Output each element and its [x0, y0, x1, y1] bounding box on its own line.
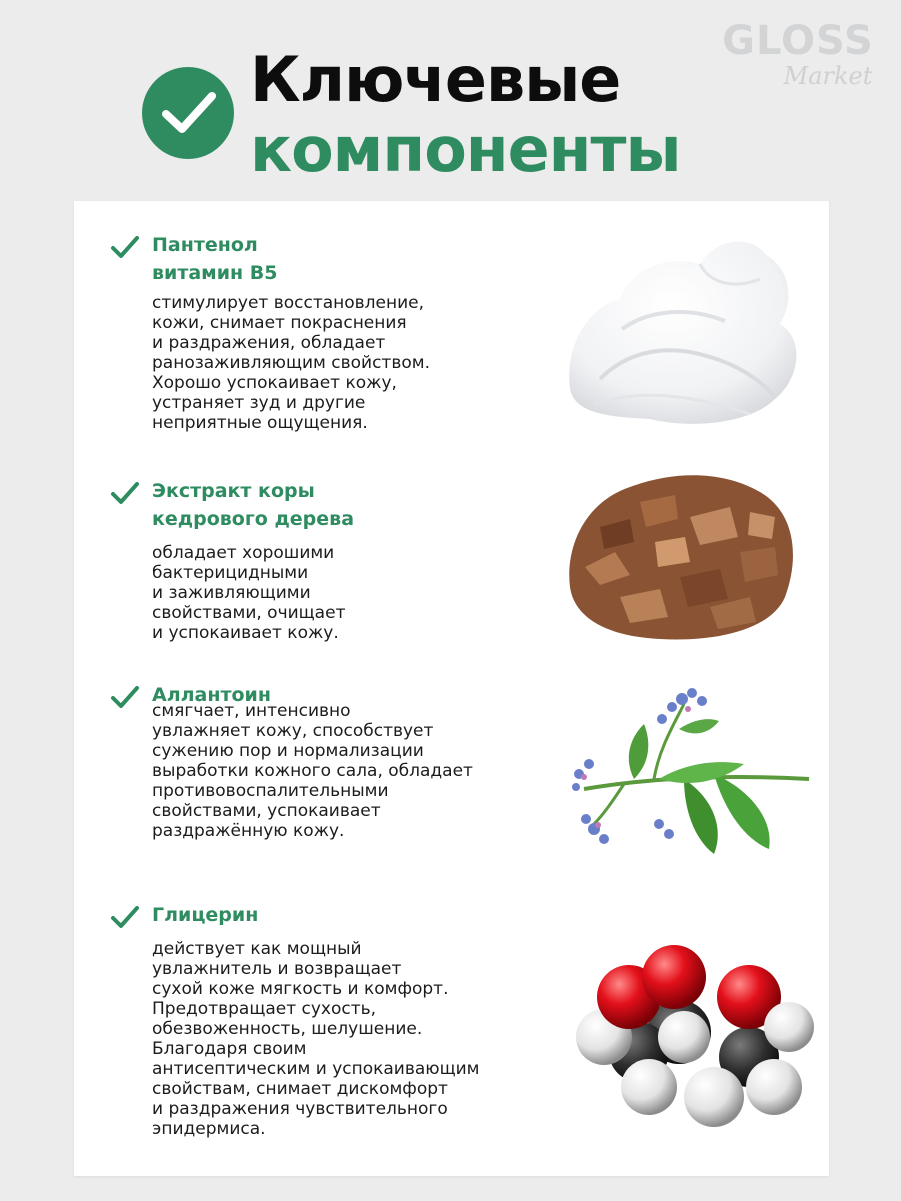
component-description: действует как мощный увлажнитель и возвращает сухой коже мягкость и комфорт. Предотвращает сухость, обезвоженность, шелушение. Благодаря своим антисептическим и успокаивающим свойствам, снимает дискомфорт и раздражения чувствительного эпидермиса.	[152, 939, 480, 1139]
check-icon	[110, 905, 140, 931]
page-title-line-2: компоненты	[250, 113, 681, 186]
logo-brand-name: GLOSS	[722, 18, 874, 64]
check-circle-icon	[142, 67, 234, 159]
component-description: стимулирует восстановление, кожи, снимает покраснения и раздражения, обладает ранозаживляющим свойством. Хорошо успокаивает кожу, устраняет зуд и другие неприятные ощущения.	[152, 293, 430, 433]
check-icon	[110, 235, 140, 261]
check-icon	[110, 685, 140, 711]
cream-swirl-image	[560, 229, 806, 434]
gloss-market-logo	[713, 18, 883, 98]
component-description: обладает хорошими бактерицидными и заживляющими свойствами, очищает и успокаивает кожу.	[152, 543, 346, 643]
component-title: Аллантоин	[152, 684, 271, 706]
component-title: Экстракт коры кедрового дерева	[152, 480, 355, 530]
comfrey-plant-image	[564, 679, 814, 859]
cedar-bark-image	[560, 457, 806, 647]
component-title: Глицерин	[152, 904, 259, 926]
component-title: Пантенол витамин В5	[152, 234, 278, 284]
logo-brand-sub: Market	[783, 62, 873, 90]
page-title-line-1: Ключевые	[250, 43, 621, 116]
components-card	[74, 201, 829, 1176]
glycerol-molecule-image	[564, 937, 814, 1137]
component-description: смягчает, интенсивно увлажняет кожу, способствует сужению пор и нормализации выработки кожного сала, обладает противовоспалительными свойствами, успокаивает раздражённую кожу.	[152, 701, 473, 841]
check-icon	[110, 481, 140, 507]
